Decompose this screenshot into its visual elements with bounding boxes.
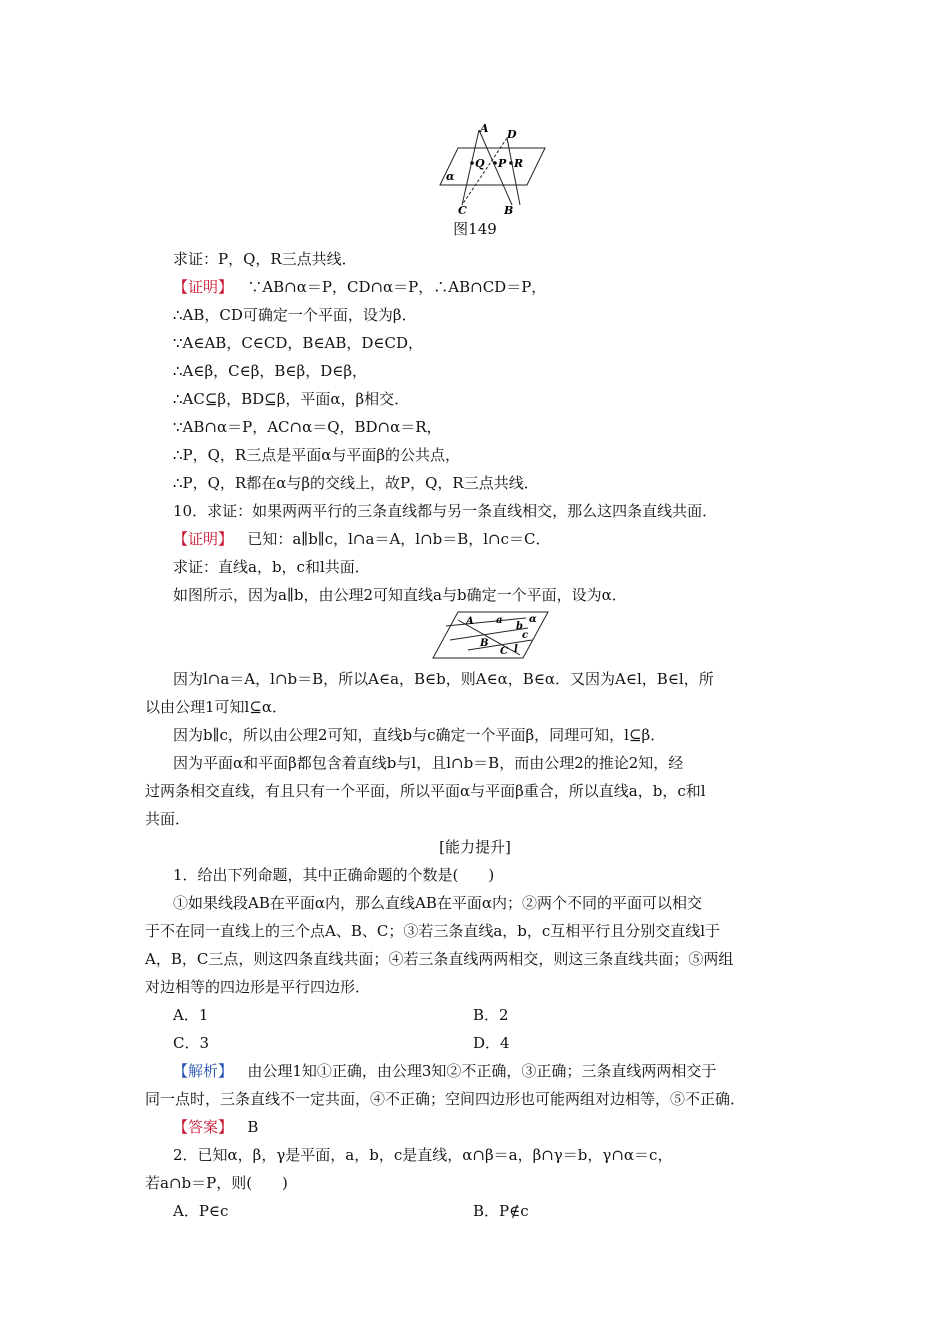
- q1-text-3: A，B，C三点，则这四条直线共面；④若三条直线两两相交，则这三条直线共面；⑤两组: [145, 950, 734, 968]
- answer-tag: 【答案】: [173, 1118, 234, 1136]
- proof2-line-4: 因为l∩a＝A，l∩b＝B，所以A∈a，B∈b，则A∈α，B∈α．又因为A∈l，B∈l，所: [173, 670, 714, 688]
- q1-option-c: C．3: [173, 1034, 210, 1052]
- proof-line-2: ∴AB，CD可确定一个平面，设为β．: [173, 306, 417, 324]
- fig1-label-alpha: α: [446, 170, 455, 183]
- proof-line-3: ∵A∈AB，C∈CD，B∈AB，D∈CD，: [173, 334, 424, 352]
- fig1-label-P: P: [498, 157, 507, 170]
- proof-line-7: ∴P，Q，R三点是平面α与平面β的公共点，: [173, 446, 461, 464]
- q1-text-1: ①如果线段AB在平面α内，那么直线AB在平面α内；②两个不同的平面可以相交: [173, 894, 702, 912]
- fig1-label-C: C: [458, 204, 467, 215]
- proof2-line-7: 因为平面α和平面β都包含着直线b与l，且l∩b＝B，而由公理2的推论2知，经: [173, 754, 684, 772]
- figure-parallel-lines: [428, 608, 553, 663]
- q1-option-b: B．2: [473, 1006, 509, 1024]
- q2-option-a: A．P∈c: [173, 1202, 229, 1220]
- fig1-label-D: D: [507, 128, 517, 141]
- analysis-line-2: 同一点时，三条直线不一定共面，④不正确；空间四边形也可能两组对边相等，⑤不正确．: [145, 1090, 746, 1108]
- q1-text-2: 于不在同一直线上的三个点A、B、C；③若三条直线a，b，c互相平行且分别交直线l于: [145, 922, 721, 940]
- fig2-label-l: l: [514, 644, 518, 655]
- proof-line-5: ∴AC⊆β，BD⊆β，平面α，β相交．: [173, 390, 410, 408]
- proof2-tag: 【证明】: [173, 530, 234, 548]
- fig1-label-A: A: [480, 122, 489, 135]
- proof2-line-9: 共面．: [145, 810, 191, 828]
- proof-line-4: ∴A∈β，C∈β，B∈β，D∈β，: [173, 362, 368, 380]
- proof2-line-5: 以由公理1可知l⊆α．: [145, 698, 288, 716]
- answer-value: B: [247, 1118, 259, 1136]
- proof-line-1: 【证明】 ∵AB∩α＝P，CD∩α＝P，∴AB∩CD＝P，: [173, 278, 547, 296]
- section-heading: [能力提升]: [439, 838, 511, 856]
- proof-line-6: ∵AB∩α＝P，AC∩α＝Q，BD∩α＝R，: [173, 418, 442, 436]
- q2-option-b: B．P∉c: [473, 1202, 529, 1220]
- proof2-line-8: 过两条相交直线，有且只有一个平面，所以平面α与平面β重合，所以直线a，b，c和l: [145, 782, 706, 800]
- prove-statement: 求证：P，Q，R三点共线．: [173, 250, 357, 268]
- fig1-label-B: B: [504, 204, 514, 215]
- proof-line-8: ∴P，Q，R都在α与β的交线上，故P，Q，R三点共线．: [173, 474, 539, 492]
- q1-text-4: 对边相等的四边形是平行四边形．: [145, 978, 371, 996]
- q1-option-d: D．4: [473, 1034, 510, 1052]
- proof2-line-1: 【证明】 已知：a∥b∥c，l∩a＝A，l∩b＝B，l∩c＝C．: [173, 530, 551, 548]
- q1-option-a: A．1: [173, 1006, 209, 1024]
- answer-line: [173, 1116, 258, 1138]
- q2-text: 若a∩b＝P，则( ): [145, 1174, 288, 1192]
- fig1-label-Q: Q: [475, 157, 485, 170]
- question-1: 1．给出下列命题，其中正确命题的个数是( ): [173, 866, 495, 884]
- analysis-line-1: 【解析】 由公理1知①正确，由公理3知②不正确，③正确；三条直线两两相交于: [173, 1062, 717, 1080]
- fig2-label-c: c: [522, 630, 529, 641]
- fig2-label-A: A: [466, 616, 474, 627]
- proof2-line-2: 求证：直线a，b，c和l共面．: [173, 558, 370, 576]
- fig2-label-B: B: [480, 638, 489, 649]
- proof2-line-3: 如图所示，因为a∥b，由公理2可知直线a与b确定一个平面，设为α．: [173, 586, 627, 604]
- proof2-line-6: 因为b∥c，所以由公理2可知，直线b与c确定一个平面β，同理可知，l⊆β．: [173, 726, 666, 744]
- fig1-label-R: R: [514, 157, 524, 170]
- fig2-label-a: a: [496, 615, 503, 626]
- fig2-label-alpha: α: [529, 614, 537, 625]
- figure-caption: 图149: [453, 220, 497, 238]
- analysis-tag: 【解析】: [173, 1062, 234, 1080]
- figure-149: [430, 120, 555, 215]
- proof-tag: 【证明】: [173, 278, 234, 296]
- question-2: 2．已知α，β，γ是平面，a，b，c是直线，α∩β＝a，β∩γ＝b，γ∩α＝c，: [173, 1146, 673, 1164]
- question-10: 10．求证：如果两两平行的三条直线都与另一条直线相交，那么这四条直线共面．: [173, 502, 718, 520]
- fig2-label-C: C: [500, 646, 508, 657]
- fig2-label-b: b: [516, 621, 523, 632]
